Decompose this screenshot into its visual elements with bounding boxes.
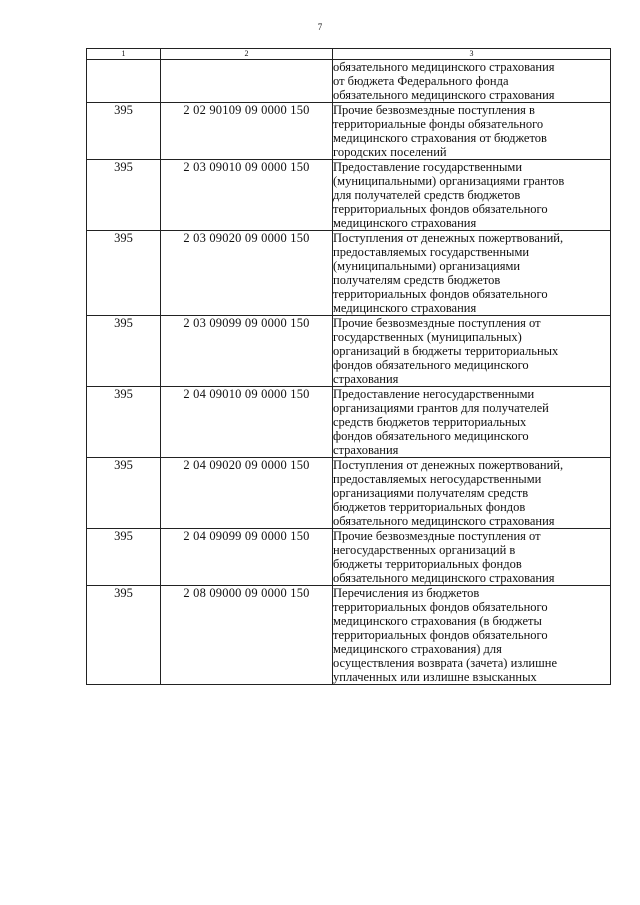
- table-row: [87, 529, 611, 586]
- description-line: фондов обязательного медицинского: [333, 358, 529, 372]
- description-line: Прочие безвозмездные поступления от: [333, 316, 541, 330]
- table-row: [87, 60, 611, 103]
- description-line: государственных (муниципальных): [333, 330, 522, 344]
- page-number: 7: [317, 22, 323, 32]
- description-line: территориальных фондов обязательного: [333, 600, 548, 614]
- admin-code-cell: 395: [87, 103, 161, 160]
- budget-code-cell: [161, 60, 333, 103]
- description-line: обязательного медицинского страхования: [333, 514, 555, 528]
- description-line: медицинского страхования: [333, 301, 477, 315]
- admin-code-cell: 395: [87, 316, 161, 387]
- description-line: осуществления возврата (зачета) излишне: [333, 656, 557, 670]
- admin-code-cell: [87, 60, 161, 103]
- table-header-row: [87, 49, 611, 60]
- description-line: территориальных фондов обязательного: [333, 628, 548, 642]
- description-line: Прочие безвозмездные поступления от: [333, 529, 541, 543]
- description-cell: [333, 231, 611, 316]
- description-line: медицинского страхования: [333, 216, 477, 230]
- table-row: [87, 586, 611, 685]
- budget-code-cell: 2 03 09010 09 0000 150: [161, 160, 333, 231]
- admin-code-cell: 395: [87, 529, 161, 586]
- admin-code-cell: 395: [87, 160, 161, 231]
- description-line: для получателей средств бюджетов: [333, 188, 521, 202]
- table-row: [87, 160, 611, 231]
- table-row: [87, 458, 611, 529]
- description-line: страхования: [333, 443, 399, 457]
- admin-code-cell: 395: [87, 586, 161, 685]
- description-line: медицинского страхования от бюджетов: [333, 131, 547, 145]
- description-line: бюджеты территориальных фондов: [333, 557, 522, 571]
- description-cell: [333, 529, 611, 586]
- admin-code-cell: 395: [87, 231, 161, 316]
- description-line: обязательного медицинского страхования: [333, 60, 555, 74]
- budget-code-cell: 2 04 09010 09 0000 150: [161, 387, 333, 458]
- description-line: бюджетов территориальных фондов: [333, 500, 526, 514]
- description-cell: [333, 316, 611, 387]
- description-line: Предоставление негосударственными: [333, 387, 535, 401]
- description-line: Поступления от денежных пожертвований,: [333, 458, 564, 472]
- description-line: организациями получателям средств: [333, 486, 529, 500]
- description-line: территориальных фондов обязательного: [333, 287, 548, 301]
- column-header-1: 1: [87, 49, 161, 60]
- budget-code-cell: 2 08 09000 09 0000 150: [161, 586, 333, 685]
- description-line: предоставляемых негосударственными: [333, 472, 542, 486]
- description-line: (муниципальными) организациями грантов: [333, 174, 565, 188]
- description-line: фондов обязательного медицинского: [333, 429, 529, 443]
- description-cell: [333, 103, 611, 160]
- description-line: средств бюджетов территориальных: [333, 415, 527, 429]
- budget-code-cell: 2 03 09099 09 0000 150: [161, 316, 333, 387]
- description-line: организациями грантов для получателей: [333, 401, 549, 415]
- budget-code-cell: 2 02 90109 09 0000 150: [161, 103, 333, 160]
- description-cell: [333, 160, 611, 231]
- description-line: организаций в бюджеты территориальных: [333, 344, 559, 358]
- table-body: [87, 60, 611, 685]
- budget-code-cell: 2 03 09020 09 0000 150: [161, 231, 333, 316]
- description-line: Предоставление государственными: [333, 160, 523, 174]
- description-line: от бюджета Федерального фонда: [333, 74, 509, 88]
- description-line: городских поселений: [333, 145, 447, 159]
- description-line: обязательного медицинского страхования: [333, 88, 555, 102]
- description-line: (муниципальными) организациями: [333, 259, 521, 273]
- description-line: получателям средств бюджетов: [333, 273, 501, 287]
- admin-code-cell: 395: [87, 458, 161, 529]
- description-cell: [333, 458, 611, 529]
- table-row: [87, 387, 611, 458]
- budget-classification-table: [86, 48, 611, 685]
- column-header-2: 2: [161, 49, 333, 60]
- admin-code-cell: 395: [87, 387, 161, 458]
- budget-code-cell: 2 04 09020 09 0000 150: [161, 458, 333, 529]
- description-line: страхования: [333, 372, 399, 386]
- table-row: [87, 316, 611, 387]
- description-line: предоставляемых государственными: [333, 245, 530, 259]
- description-line: негосударственных организаций в: [333, 543, 516, 557]
- description-line: медицинского страхования (в бюджеты: [333, 614, 542, 628]
- description-line: Прочие безвозмездные поступления в: [333, 103, 535, 117]
- description-cell: [333, 387, 611, 458]
- description-line: территориальных фондов обязательного: [333, 202, 548, 216]
- description-line: обязательного медицинского страхования: [333, 571, 555, 585]
- description-line: Поступления от денежных пожертвований,: [333, 231, 564, 245]
- description-line: Перечисления из бюджетов: [333, 586, 480, 600]
- description-line: уплаченных или излишне взысканных: [333, 670, 537, 684]
- budget-code-cell: 2 04 09099 09 0000 150: [161, 529, 333, 586]
- table-row: [87, 103, 611, 160]
- description-line: территориальные фонды обязательного: [333, 117, 544, 131]
- table-row: [87, 231, 611, 316]
- description-cell: [333, 586, 611, 685]
- description-line: медицинского страхования) для: [333, 642, 502, 656]
- description-cell: [333, 60, 611, 103]
- column-header-3: 3: [333, 49, 611, 60]
